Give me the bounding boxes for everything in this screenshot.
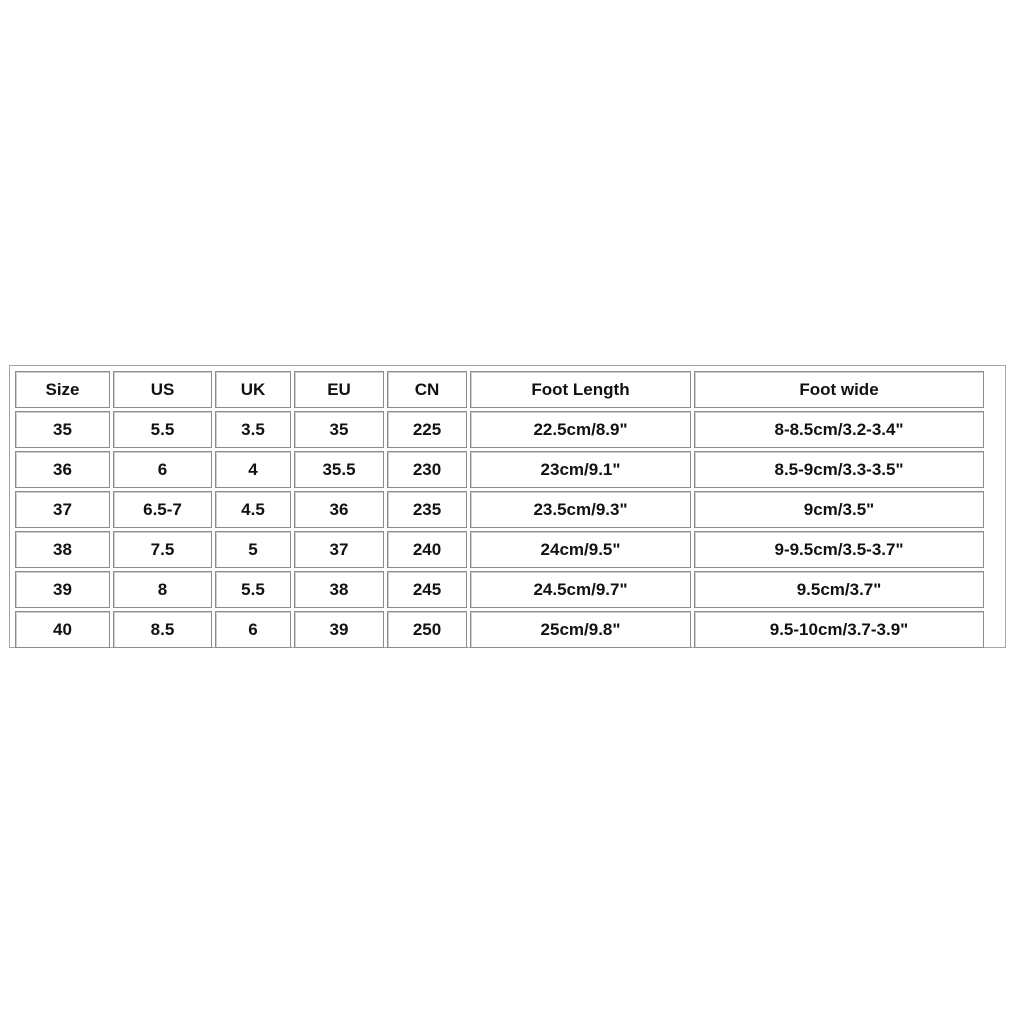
cell-eu: 39 <box>294 611 384 648</box>
cell-size: 38 <box>15 531 110 568</box>
size-chart-container <box>9 365 1006 648</box>
cell-cn: 235 <box>387 491 467 528</box>
cell-size: 39 <box>15 571 110 608</box>
header-row <box>15 371 984 408</box>
cell-cn: 245 <box>387 571 467 608</box>
cell-uk: 6 <box>215 611 291 648</box>
cell-foot-length: 23.5cm/9.3" <box>470 491 691 528</box>
cell-us: 6 <box>113 451 212 488</box>
table-row <box>15 531 984 568</box>
cell-us: 7.5 <box>113 531 212 568</box>
header-us: US <box>113 371 212 408</box>
cell-uk: 5.5 <box>215 571 291 608</box>
header-cn: CN <box>387 371 467 408</box>
cell-size: 37 <box>15 491 110 528</box>
cell-us: 8 <box>113 571 212 608</box>
cell-eu: 38 <box>294 571 384 608</box>
cell-us: 6.5-7 <box>113 491 212 528</box>
cell-cn: 240 <box>387 531 467 568</box>
cell-us: 8.5 <box>113 611 212 648</box>
cell-foot-wide: 9-9.5cm/3.5-3.7" <box>694 531 984 568</box>
cell-size: 40 <box>15 611 110 648</box>
size-chart-table <box>12 368 987 651</box>
cell-foot-length: 24cm/9.5" <box>470 531 691 568</box>
cell-foot-length: 22.5cm/8.9" <box>470 411 691 448</box>
header-size: Size <box>15 371 110 408</box>
header-eu: EU <box>294 371 384 408</box>
cell-foot-length: 23cm/9.1" <box>470 451 691 488</box>
table-row <box>15 571 984 608</box>
cell-eu: 36 <box>294 491 384 528</box>
table-row <box>15 491 984 528</box>
cell-eu: 35.5 <box>294 451 384 488</box>
cell-uk: 3.5 <box>215 411 291 448</box>
cell-foot-wide: 9.5cm/3.7" <box>694 571 984 608</box>
cell-us: 5.5 <box>113 411 212 448</box>
cell-foot-wide: 9.5-10cm/3.7-3.9" <box>694 611 984 648</box>
table-row <box>15 451 984 488</box>
table-row <box>15 411 984 448</box>
header-uk: UK <box>215 371 291 408</box>
cell-cn: 225 <box>387 411 467 448</box>
header-foot-wide: Foot wide <box>694 371 984 408</box>
cell-eu: 37 <box>294 531 384 568</box>
table-row <box>15 611 984 648</box>
cell-foot-wide: 9cm/3.5" <box>694 491 984 528</box>
cell-size: 35 <box>15 411 110 448</box>
cell-cn: 250 <box>387 611 467 648</box>
cell-uk: 5 <box>215 531 291 568</box>
cell-uk: 4.5 <box>215 491 291 528</box>
header-foot-length: Foot Length <box>470 371 691 408</box>
cell-foot-length: 25cm/9.8" <box>470 611 691 648</box>
cell-cn: 230 <box>387 451 467 488</box>
cell-eu: 35 <box>294 411 384 448</box>
cell-foot-wide: 8-8.5cm/3.2-3.4" <box>694 411 984 448</box>
cell-uk: 4 <box>215 451 291 488</box>
cell-foot-wide: 8.5-9cm/3.3-3.5" <box>694 451 984 488</box>
cell-size: 36 <box>15 451 110 488</box>
cell-foot-length: 24.5cm/9.7" <box>470 571 691 608</box>
